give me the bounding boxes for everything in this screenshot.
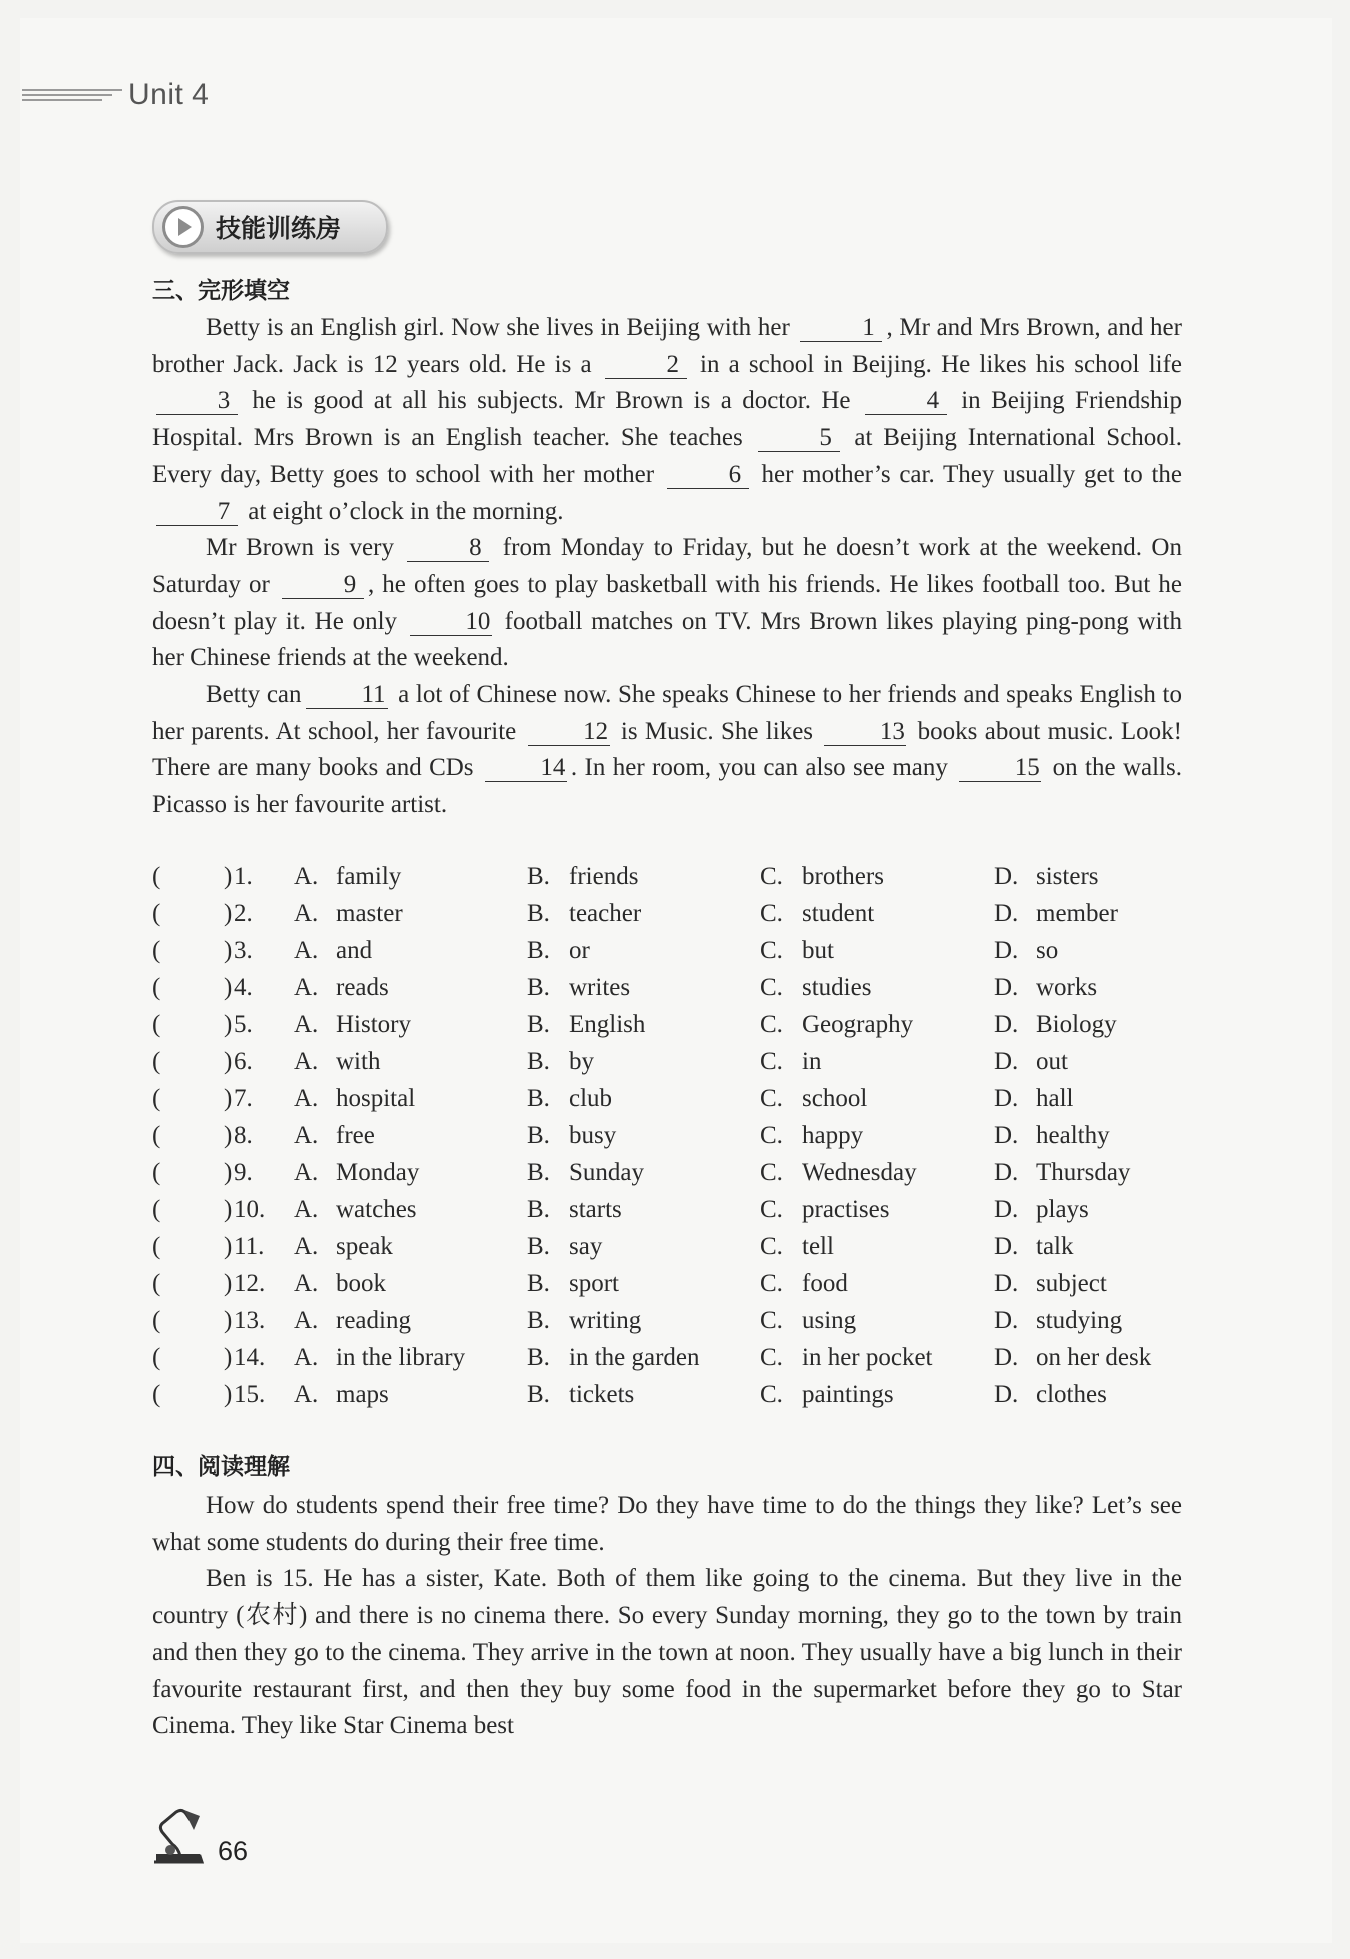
option-text: practises xyxy=(802,1196,890,1223)
answer-blank[interactable]: 7 xyxy=(156,499,238,526)
passage-text: in Beijing Friendship Hospital. Mrs Brown is an English teacher. She teaches xyxy=(152,387,1182,452)
option-letter: D. xyxy=(994,1159,1019,1186)
cloze-paragraph xyxy=(152,310,1182,530)
answer-bracket[interactable]: ( xyxy=(152,1085,161,1112)
option-choice xyxy=(994,1265,1107,1302)
option-text: food xyxy=(802,1270,848,1297)
option-choice xyxy=(527,969,630,1006)
question-row xyxy=(152,932,1192,969)
option-text: English xyxy=(569,1011,646,1038)
option-text: reading xyxy=(336,1307,411,1334)
answer-bracket[interactable]: ( xyxy=(152,863,161,890)
option-choice xyxy=(994,1191,1089,1228)
option-text: school xyxy=(802,1085,868,1112)
option-letter: C. xyxy=(760,1122,783,1149)
passage-text: at Beijing International School. Every day, Betty goes to school with her mother xyxy=(152,424,1182,488)
option-choice xyxy=(760,1228,834,1265)
answer-bracket[interactable]: ( xyxy=(152,1122,161,1149)
question-row xyxy=(152,1006,1192,1043)
option-text: writes xyxy=(569,974,631,1001)
option-letter: B. xyxy=(527,1085,550,1112)
option-choice xyxy=(527,1339,700,1376)
option-letter: A. xyxy=(294,1307,319,1334)
option-text: reads xyxy=(336,974,389,1001)
option-choice xyxy=(994,858,1099,895)
option-choice xyxy=(294,895,403,932)
option-letter: C. xyxy=(760,1344,783,1371)
option-choice xyxy=(760,1080,867,1117)
option-letter: C. xyxy=(760,974,783,1001)
answer-bracket[interactable]: ( xyxy=(152,1307,161,1334)
passage-text: . In her room, you can also see many xyxy=(570,754,956,782)
cloze-paragraph xyxy=(152,677,1182,824)
passage-text: he is good at all his subjects. Mr Brown is a doctor. He xyxy=(242,387,861,415)
option-text: works xyxy=(1036,974,1098,1001)
unit-title: Unit 4 xyxy=(128,78,210,111)
option-text: and xyxy=(336,937,373,964)
question-row xyxy=(152,1376,1192,1413)
option-letter: C. xyxy=(760,1233,783,1260)
question-number: 9. xyxy=(234,1159,253,1186)
option-letter: C. xyxy=(760,1307,783,1334)
option-choice xyxy=(760,1154,917,1191)
option-choice xyxy=(527,1302,641,1339)
section-banner xyxy=(152,200,388,254)
option-letter: D. xyxy=(994,1307,1019,1334)
option-letter: B. xyxy=(527,937,550,964)
option-choice xyxy=(294,932,372,969)
option-choice xyxy=(994,1302,1122,1339)
option-text: studies xyxy=(802,974,872,1001)
answer-blank[interactable]: 12 xyxy=(528,719,610,746)
option-letter: D. xyxy=(994,1233,1019,1260)
passage-text: from Monday to Friday, but he doesn’t work at the weekend. On Saturday or xyxy=(152,534,1182,598)
option-choice xyxy=(294,1117,375,1154)
question-number: 6. xyxy=(234,1048,253,1075)
option-letter: D. xyxy=(994,1344,1019,1371)
option-choice xyxy=(294,858,401,895)
option-letter: A. xyxy=(294,1196,319,1223)
option-text: hall xyxy=(1036,1085,1074,1112)
question-row xyxy=(152,1154,1192,1191)
passage-text: at eight o’clock in the morning. xyxy=(242,497,564,525)
option-text: subject xyxy=(1036,1270,1107,1297)
option-text: member xyxy=(1036,900,1118,927)
option-text: busy xyxy=(569,1122,617,1149)
option-text: clothes xyxy=(1036,1381,1107,1408)
option-text: brothers xyxy=(802,863,884,890)
answer-blank[interactable]: 2 xyxy=(605,352,687,379)
option-choice xyxy=(294,1265,386,1302)
option-letter: C. xyxy=(760,900,783,927)
option-letter: A. xyxy=(294,1048,319,1075)
answer-blank[interactable]: 14 xyxy=(485,755,567,782)
option-letter: A. xyxy=(294,974,319,1001)
option-text: starts xyxy=(569,1196,622,1223)
passage-text: , Mr and Mrs Brown, and her brother Jack. Jack is 12 years old. He is a xyxy=(152,314,1182,378)
option-letter: D. xyxy=(994,1011,1019,1038)
answer-bracket[interactable]: ( xyxy=(152,1233,161,1260)
option-choice xyxy=(527,932,590,969)
option-letter: B. xyxy=(527,974,550,1001)
option-letter: D. xyxy=(994,1122,1019,1149)
option-letter: C. xyxy=(760,1048,783,1075)
answer-blank[interactable]: 3 xyxy=(156,388,238,415)
answer-bracket[interactable]: ( xyxy=(152,1381,161,1408)
option-text: say xyxy=(569,1233,603,1260)
option-text: Wednesday xyxy=(802,1159,917,1186)
question-number: 14. xyxy=(234,1344,266,1371)
option-letter: C. xyxy=(760,863,783,890)
answer-blank[interactable]: 9 xyxy=(282,572,364,599)
passage-text: on the walls. Picasso is her favourite artist. xyxy=(152,754,1182,819)
option-choice xyxy=(527,1228,602,1265)
reading-paragraph-2: Ben is 15. He has a sister, Kate. Both of them like going to the cinema. But they live in the country (农村) and there is no cinema there. So every Sunday morning, they go to the town by train and then they go to the cinema. They arrive in the town at noon. They usually have a big lunch in their favourite restaurant first, and then they buy some food in the supermarket before they go to Star Cinema. They like Star Cinema best xyxy=(152,1565,1182,1740)
option-text: in xyxy=(802,1048,822,1075)
option-letter: B. xyxy=(527,1270,550,1297)
passage-text: in a school in Beijing. He likes his school life xyxy=(690,350,1183,378)
passage-text: Mr Brown is very xyxy=(206,534,404,562)
option-text: master xyxy=(336,900,403,927)
answer-blank[interactable]: 5 xyxy=(758,425,840,452)
option-text: by xyxy=(569,1048,594,1075)
passage-text: football matches on TV. Mrs Brown likes playing ping-pong with her Chinese friends at the weekend. xyxy=(152,607,1182,672)
option-choice xyxy=(760,1191,889,1228)
option-choice xyxy=(527,895,641,932)
answer-bracket-close: ) xyxy=(224,900,233,927)
option-letter: A. xyxy=(294,1270,319,1297)
option-choice xyxy=(294,1006,411,1043)
option-choice xyxy=(760,1006,913,1043)
answer-blank[interactable]: 8 xyxy=(407,535,489,562)
question-row xyxy=(152,1043,1192,1080)
cloze-passage xyxy=(152,310,1182,824)
option-text: in her pocket xyxy=(802,1344,933,1371)
answer-bracket-close: ) xyxy=(224,1270,233,1297)
option-letter: A. xyxy=(294,900,319,927)
option-text: but xyxy=(802,937,834,964)
answer-bracket[interactable]: ( xyxy=(152,1048,161,1075)
option-choice xyxy=(527,1376,634,1413)
question-number: 11. xyxy=(234,1233,265,1260)
option-letter: D. xyxy=(994,900,1019,927)
option-letter: B. xyxy=(527,1011,550,1038)
option-letter: B. xyxy=(527,1381,550,1408)
option-text: family xyxy=(336,863,402,890)
answer-bracket-close: ) xyxy=(224,1048,233,1075)
option-text: Biology xyxy=(1036,1011,1117,1038)
option-letter: B. xyxy=(527,1307,550,1334)
option-letter: A. xyxy=(294,1233,319,1260)
option-letter: C. xyxy=(760,1196,783,1223)
question-number: 8. xyxy=(234,1122,253,1149)
option-letter: C. xyxy=(760,1270,783,1297)
question-row xyxy=(152,969,1192,1006)
option-choice xyxy=(527,1080,612,1117)
option-choice xyxy=(994,969,1097,1006)
option-choice xyxy=(994,1376,1107,1413)
option-choice xyxy=(760,1339,933,1376)
option-letter: B. xyxy=(527,1159,550,1186)
option-text: sport xyxy=(569,1270,619,1297)
option-text: teacher xyxy=(569,900,642,927)
answer-bracket-close: ) xyxy=(224,1344,233,1371)
option-letter: C. xyxy=(760,1011,783,1038)
option-text: Monday xyxy=(336,1159,420,1186)
option-text: studying xyxy=(1036,1307,1123,1334)
option-text: student xyxy=(802,900,875,927)
question-row xyxy=(152,1339,1192,1376)
answer-bracket[interactable]: ( xyxy=(152,974,161,1001)
option-text: maps xyxy=(336,1381,389,1408)
option-text: tickets xyxy=(569,1381,635,1408)
option-choice xyxy=(760,895,874,932)
option-choice xyxy=(527,1191,622,1228)
option-text: club xyxy=(569,1085,613,1112)
option-letter: D. xyxy=(994,974,1019,1001)
option-choice xyxy=(760,1117,863,1154)
option-text: friends xyxy=(569,863,639,890)
question-row xyxy=(152,895,1192,932)
answer-bracket-close: ) xyxy=(224,1159,233,1186)
option-letter: C. xyxy=(760,1085,783,1112)
answer-bracket[interactable]: ( xyxy=(152,1159,161,1186)
passage-text: a lot of Chinese now. She speaks Chinese to her friends and speaks English to her parents. At school, her favourite xyxy=(152,681,1182,745)
option-choice xyxy=(760,1302,856,1339)
question-row xyxy=(152,858,1192,895)
answer-bracket[interactable]: ( xyxy=(152,900,161,927)
option-text: History xyxy=(336,1011,411,1038)
question-number: 10. xyxy=(234,1196,266,1223)
answer-bracket[interactable]: ( xyxy=(152,1196,161,1223)
answer-bracket-close: ) xyxy=(224,1085,233,1112)
option-letter: C. xyxy=(760,1381,783,1408)
passage-text: is Music. She likes xyxy=(613,717,821,745)
option-text: using xyxy=(802,1307,857,1334)
option-letter: D. xyxy=(994,1381,1019,1408)
option-choice xyxy=(527,1265,619,1302)
option-letter: B. xyxy=(527,1048,550,1075)
option-choice xyxy=(760,1043,821,1080)
banner-title: 技能训练房 xyxy=(216,214,342,243)
question-row xyxy=(152,1228,1192,1265)
question-row xyxy=(152,1080,1192,1117)
option-choice xyxy=(294,1080,415,1117)
option-letter: A. xyxy=(294,1122,319,1149)
answer-bracket-close: ) xyxy=(224,1122,233,1149)
question-number: 12. xyxy=(234,1270,266,1297)
question-number: 3. xyxy=(234,937,253,964)
option-choice xyxy=(760,932,834,969)
option-text: healthy xyxy=(1036,1122,1110,1149)
option-letter: D. xyxy=(994,1085,1019,1112)
option-choice xyxy=(294,1154,419,1191)
option-text: tell xyxy=(802,1233,834,1260)
page-number: 66 xyxy=(218,1836,249,1866)
option-letter: B. xyxy=(527,1122,550,1149)
unit-header xyxy=(22,78,209,112)
option-choice xyxy=(760,1376,894,1413)
option-text: watches xyxy=(336,1196,417,1223)
option-letter: A. xyxy=(294,1344,319,1371)
option-letter: C. xyxy=(760,937,783,964)
option-choice xyxy=(994,1228,1074,1265)
answer-bracket[interactable]: ( xyxy=(152,1011,161,1038)
option-choice xyxy=(760,969,871,1006)
option-choice xyxy=(994,1043,1068,1080)
question-number: 4. xyxy=(234,974,253,1001)
option-letter: A. xyxy=(294,1011,319,1038)
option-text: with xyxy=(336,1048,381,1075)
answer-blank[interactable]: 10 xyxy=(410,609,492,636)
desk-lamp-icon xyxy=(150,1806,206,1866)
option-letter: D. xyxy=(994,1048,1019,1075)
option-letter: C. xyxy=(760,1159,783,1186)
answer-blank[interactable]: 4 xyxy=(865,388,947,415)
option-choice xyxy=(994,1080,1074,1117)
question-number: 13. xyxy=(234,1307,266,1334)
option-text: talk xyxy=(1036,1233,1074,1260)
question-number: 7. xyxy=(234,1085,253,1112)
question-number: 5. xyxy=(234,1011,253,1038)
play-icon xyxy=(162,206,204,248)
option-letter: D. xyxy=(994,937,1019,964)
answer-bracket-close: ) xyxy=(224,974,233,1001)
answer-blank[interactable]: 15 xyxy=(959,755,1041,782)
option-text: Geography xyxy=(802,1011,914,1038)
reading-heading: 四、阅读理解 xyxy=(152,1454,290,1480)
answer-blank[interactable]: 13 xyxy=(824,719,906,746)
passage-text: her mother’s car. They usually get to the xyxy=(752,460,1182,488)
question-row xyxy=(152,1302,1192,1339)
option-letter: B. xyxy=(527,863,550,890)
question-row xyxy=(152,1117,1192,1154)
passage-text: Betty can xyxy=(206,681,302,709)
option-letter: A. xyxy=(294,937,319,964)
answer-bracket-close: ) xyxy=(224,937,233,964)
cloze-paragraph xyxy=(152,530,1182,677)
option-letter: A. xyxy=(294,1085,319,1112)
answer-blank[interactable]: 1 xyxy=(800,315,882,342)
option-choice xyxy=(760,1265,848,1302)
answer-blank[interactable]: 11 xyxy=(306,682,388,709)
option-choice xyxy=(994,1117,1110,1154)
option-choice xyxy=(294,1191,417,1228)
option-text: happy xyxy=(802,1122,864,1149)
answer-bracket-close: ) xyxy=(224,1011,233,1038)
option-choice xyxy=(994,1006,1117,1043)
option-text: book xyxy=(336,1270,386,1297)
question-row xyxy=(152,1265,1192,1302)
option-choice xyxy=(527,858,638,895)
answer-bracket-close: ) xyxy=(224,1233,233,1260)
option-choice xyxy=(760,858,884,895)
option-text: hospital xyxy=(336,1085,416,1112)
option-choice xyxy=(294,1339,465,1376)
question-number: 15. xyxy=(234,1381,266,1408)
answer-bracket[interactable]: ( xyxy=(152,1270,161,1297)
answer-bracket-close: ) xyxy=(224,863,233,890)
answer-bracket-close: ) xyxy=(224,1307,233,1334)
passage-text: books about music. Look! There are many books and CDs xyxy=(152,717,1182,782)
option-choice xyxy=(527,1006,645,1043)
passage-text: , he often goes to play basketball with his friends. He likes football too. But he doesn’t play it. He only xyxy=(152,570,1182,635)
option-text: Thursday xyxy=(1036,1159,1131,1186)
option-choice xyxy=(994,895,1118,932)
option-choice xyxy=(294,1302,411,1339)
option-text: Sunday xyxy=(569,1159,644,1186)
option-letter: A. xyxy=(294,1159,319,1186)
option-text: so xyxy=(1036,937,1059,964)
option-letter: B. xyxy=(527,1196,550,1223)
cloze-heading: 三、完形填空 xyxy=(152,278,290,304)
option-choice xyxy=(294,969,389,1006)
option-choice xyxy=(527,1043,594,1080)
option-choice xyxy=(294,1043,380,1080)
option-letter: D. xyxy=(994,1196,1019,1223)
option-text: writing xyxy=(569,1307,642,1334)
option-letter: D. xyxy=(994,863,1019,890)
option-choice xyxy=(294,1376,389,1413)
answer-bracket[interactable]: ( xyxy=(152,1344,161,1371)
question-row xyxy=(152,1191,1192,1228)
answer-bracket-close: ) xyxy=(224,1196,233,1223)
option-text: plays xyxy=(1036,1196,1089,1223)
reading-passage xyxy=(152,1488,1182,1745)
option-choice xyxy=(527,1154,644,1191)
option-letter: B. xyxy=(527,1233,550,1260)
option-choice xyxy=(527,1117,616,1154)
option-text: free xyxy=(336,1122,375,1149)
answer-blank[interactable]: 6 xyxy=(667,462,749,489)
option-letter: A. xyxy=(294,863,319,890)
option-text: on her desk xyxy=(1036,1344,1152,1371)
option-letter: A. xyxy=(294,1381,319,1408)
option-choice xyxy=(994,1339,1151,1376)
option-letter: D. xyxy=(994,1270,1019,1297)
option-choice xyxy=(294,1228,393,1265)
reading-paragraph-1: How do students spend their free time? Do they have time to do the things they like? Let’s see what some students do during their free time. xyxy=(152,1492,1182,1556)
cloze-options xyxy=(152,858,1192,1413)
question-number: 1. xyxy=(234,863,253,890)
option-text: speak xyxy=(336,1233,393,1260)
answer-bracket-close: ) xyxy=(224,1381,233,1408)
option-text: sisters xyxy=(1036,863,1099,890)
option-text: in the garden xyxy=(569,1344,700,1371)
option-letter: B. xyxy=(527,900,550,927)
header-lines-decoration xyxy=(22,87,122,103)
question-number: 2. xyxy=(234,900,253,927)
option-text: or xyxy=(569,937,590,964)
answer-bracket[interactable]: ( xyxy=(152,937,161,964)
option-text: in the library xyxy=(336,1344,466,1371)
option-letter: B. xyxy=(527,1344,550,1371)
option-choice xyxy=(994,1154,1130,1191)
option-choice xyxy=(994,932,1058,969)
option-text: out xyxy=(1036,1048,1068,1075)
passage-text: Betty is an English girl. Now she lives in Beijing with her xyxy=(206,314,797,341)
option-text: paintings xyxy=(802,1381,894,1408)
